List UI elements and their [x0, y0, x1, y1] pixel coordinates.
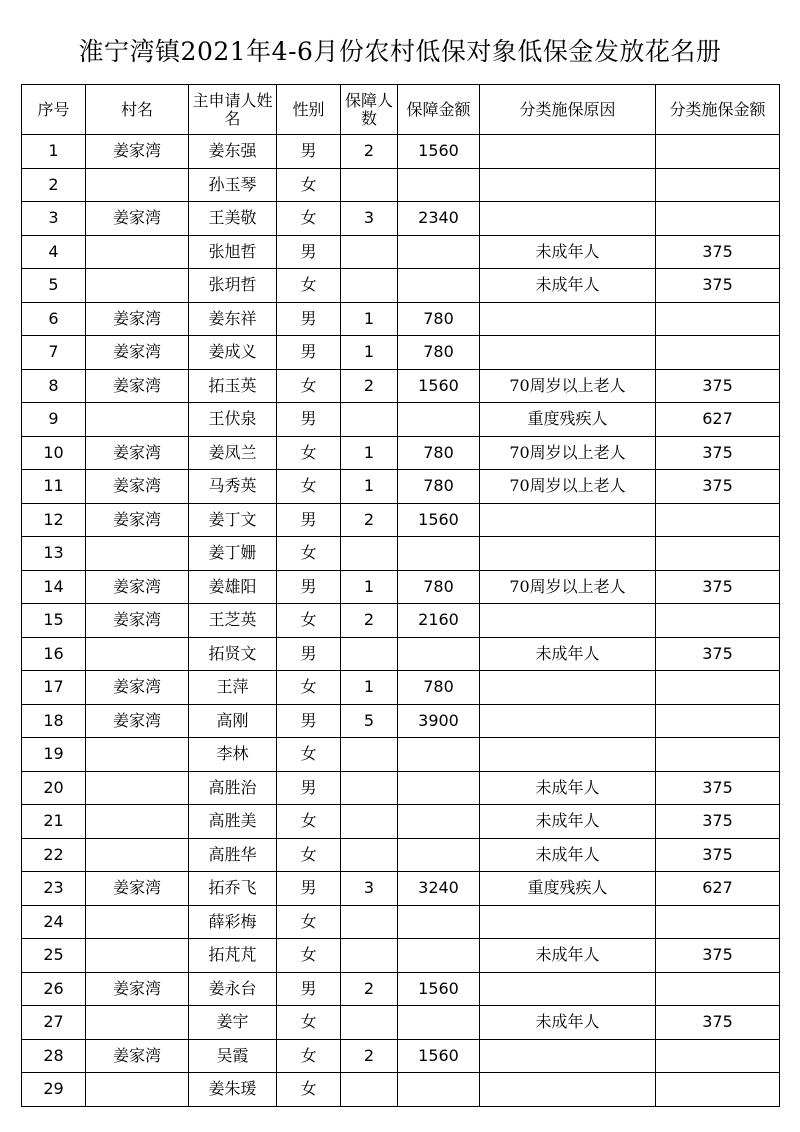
cell-extra-amount: 375 — [656, 269, 780, 303]
col-header-gender: 性别 — [277, 85, 341, 135]
cell-amount: 780 — [398, 671, 480, 705]
cell-extra-amount: 375 — [656, 805, 780, 839]
cell-reason — [480, 135, 656, 169]
table-row — [22, 235, 780, 269]
cell-amount — [398, 235, 480, 269]
cell-extra-amount: 375 — [656, 470, 780, 504]
cell-amount: 1560 — [398, 1039, 480, 1073]
cell-amount — [398, 805, 480, 839]
cell-village: 姜家湾 — [86, 1039, 189, 1073]
cell-gender: 女 — [277, 202, 341, 236]
table-row — [22, 570, 780, 604]
table-row — [22, 202, 780, 236]
table-row — [22, 503, 780, 537]
table-row — [22, 838, 780, 872]
cell-reason: 未成年人 — [480, 235, 656, 269]
cell-amount: 780 — [398, 436, 480, 470]
cell-no: 29 — [22, 1073, 86, 1107]
cell-amount: 2340 — [398, 202, 480, 236]
cell-extra-amount: 375 — [656, 369, 780, 403]
cell-no: 28 — [22, 1039, 86, 1073]
cell-count — [341, 738, 398, 772]
cell-no: 18 — [22, 704, 86, 738]
cell-reason — [480, 1039, 656, 1073]
cell-no: 16 — [22, 637, 86, 671]
cell-gender: 女 — [277, 269, 341, 303]
cell-gender: 女 — [277, 1039, 341, 1073]
cell-reason: 70周岁以上老人 — [480, 436, 656, 470]
cell-name: 高胜华 — [189, 838, 277, 872]
cell-extra-amount: 375 — [656, 939, 780, 973]
cell-village: 姜家湾 — [86, 704, 189, 738]
cell-gender: 男 — [277, 235, 341, 269]
table-row — [22, 738, 780, 772]
cell-reason — [480, 302, 656, 336]
cell-village — [86, 838, 189, 872]
cell-no: 24 — [22, 905, 86, 939]
cell-village: 姜家湾 — [86, 369, 189, 403]
table-row — [22, 537, 780, 571]
cell-name: 孙玉琴 — [189, 168, 277, 202]
cell-no: 20 — [22, 771, 86, 805]
cell-gender: 男 — [277, 135, 341, 169]
cell-no: 4 — [22, 235, 86, 269]
table-row — [22, 905, 780, 939]
cell-gender: 女 — [277, 738, 341, 772]
cell-count — [341, 1006, 398, 1040]
cell-name: 拓玉英 — [189, 369, 277, 403]
cell-count — [341, 1073, 398, 1107]
cell-reason — [480, 537, 656, 571]
table-row — [22, 771, 780, 805]
cell-amount — [398, 168, 480, 202]
col-header-village: 村名 — [86, 85, 189, 135]
cell-gender: 男 — [277, 972, 341, 1006]
cell-name: 姜永台 — [189, 972, 277, 1006]
cell-village — [86, 939, 189, 973]
cell-village — [86, 637, 189, 671]
cell-count: 5 — [341, 704, 398, 738]
cell-name: 拓贤文 — [189, 637, 277, 671]
cell-name: 薛彩梅 — [189, 905, 277, 939]
cell-name: 张玥哲 — [189, 269, 277, 303]
cell-no: 19 — [22, 738, 86, 772]
cell-name: 姜丁姗 — [189, 537, 277, 571]
cell-reason — [480, 1073, 656, 1107]
cell-gender: 女 — [277, 369, 341, 403]
table-row — [22, 1073, 780, 1107]
cell-count — [341, 235, 398, 269]
cell-extra-amount — [656, 1073, 780, 1107]
cell-count — [341, 805, 398, 839]
cell-no: 26 — [22, 972, 86, 1006]
cell-reason: 未成年人 — [480, 838, 656, 872]
cell-name: 姜朱瑗 — [189, 1073, 277, 1107]
cell-name: 吴霞 — [189, 1039, 277, 1073]
cell-extra-amount — [656, 202, 780, 236]
cell-name: 姜凤兰 — [189, 436, 277, 470]
table-row — [22, 872, 780, 906]
cell-amount — [398, 905, 480, 939]
cell-gender: 男 — [277, 704, 341, 738]
cell-gender: 女 — [277, 671, 341, 705]
cell-count: 2 — [341, 135, 398, 169]
cell-name: 姜东祥 — [189, 302, 277, 336]
cell-reason — [480, 168, 656, 202]
cell-extra-amount — [656, 302, 780, 336]
table-row — [22, 302, 780, 336]
cell-no: 27 — [22, 1006, 86, 1040]
cell-village — [86, 771, 189, 805]
cell-village: 姜家湾 — [86, 972, 189, 1006]
cell-gender: 男 — [277, 503, 341, 537]
cell-no: 3 — [22, 202, 86, 236]
cell-count — [341, 168, 398, 202]
cell-name: 姜成义 — [189, 336, 277, 370]
col-header-name: 主申请人姓名 — [189, 85, 277, 135]
cell-no: 22 — [22, 838, 86, 872]
table-row — [22, 436, 780, 470]
cell-no: 23 — [22, 872, 86, 906]
cell-village — [86, 1073, 189, 1107]
cell-gender: 男 — [277, 403, 341, 437]
cell-extra-amount — [656, 1039, 780, 1073]
cell-amount — [398, 771, 480, 805]
cell-count — [341, 403, 398, 437]
table-row — [22, 135, 780, 169]
cell-extra-amount: 627 — [656, 872, 780, 906]
cell-name: 李林 — [189, 738, 277, 772]
cell-reason: 未成年人 — [480, 939, 656, 973]
cell-name: 高胜美 — [189, 805, 277, 839]
cell-reason — [480, 704, 656, 738]
cell-count: 1 — [341, 302, 398, 336]
cell-village: 姜家湾 — [86, 436, 189, 470]
cell-name: 王萍 — [189, 671, 277, 705]
cell-count — [341, 771, 398, 805]
cell-amount — [398, 939, 480, 973]
cell-gender: 女 — [277, 1006, 341, 1040]
cell-count: 1 — [341, 436, 398, 470]
cell-amount — [398, 537, 480, 571]
cell-reason: 未成年人 — [480, 637, 656, 671]
cell-amount: 1560 — [398, 135, 480, 169]
cell-name: 姜东强 — [189, 135, 277, 169]
cell-extra-amount: 375 — [656, 235, 780, 269]
table-row — [22, 972, 780, 1006]
cell-name: 高胜治 — [189, 771, 277, 805]
table-row — [22, 369, 780, 403]
cell-count — [341, 905, 398, 939]
cell-count — [341, 939, 398, 973]
cell-name: 姜丁文 — [189, 503, 277, 537]
cell-reason: 重度残疾人 — [480, 872, 656, 906]
table-row — [22, 403, 780, 437]
cell-reason — [480, 202, 656, 236]
cell-extra-amount — [656, 336, 780, 370]
cell-count — [341, 537, 398, 571]
roster-table — [21, 84, 780, 1107]
cell-village: 姜家湾 — [86, 872, 189, 906]
cell-gender: 女 — [277, 1073, 341, 1107]
cell-amount — [398, 403, 480, 437]
cell-village — [86, 269, 189, 303]
cell-no: 25 — [22, 939, 86, 973]
cell-village: 姜家湾 — [86, 570, 189, 604]
cell-amount: 3240 — [398, 872, 480, 906]
cell-name: 姜雄阳 — [189, 570, 277, 604]
cell-gender: 女 — [277, 168, 341, 202]
cell-extra-amount: 627 — [656, 403, 780, 437]
cell-reason — [480, 972, 656, 1006]
cell-count: 2 — [341, 369, 398, 403]
cell-name: 拓芃芃 — [189, 939, 277, 973]
cell-extra-amount — [656, 537, 780, 571]
cell-no: 1 — [22, 135, 86, 169]
cell-name: 高刚 — [189, 704, 277, 738]
cell-no: 7 — [22, 336, 86, 370]
cell-name: 王美敬 — [189, 202, 277, 236]
cell-village: 姜家湾 — [86, 202, 189, 236]
cell-amount — [398, 1073, 480, 1107]
cell-reason — [480, 503, 656, 537]
cell-reason — [480, 336, 656, 370]
cell-village: 姜家湾 — [86, 135, 189, 169]
cell-no: 2 — [22, 168, 86, 202]
cell-count: 2 — [341, 503, 398, 537]
cell-village — [86, 805, 189, 839]
cell-village — [86, 738, 189, 772]
table-row — [22, 168, 780, 202]
cell-count: 1 — [341, 336, 398, 370]
cell-reason — [480, 671, 656, 705]
cell-amount — [398, 838, 480, 872]
cell-amount: 1560 — [398, 972, 480, 1006]
header-row — [22, 85, 780, 135]
cell-gender: 女 — [277, 905, 341, 939]
cell-count: 1 — [341, 570, 398, 604]
cell-count: 1 — [341, 671, 398, 705]
cell-village: 姜家湾 — [86, 336, 189, 370]
cell-amount — [398, 269, 480, 303]
cell-gender: 男 — [277, 872, 341, 906]
cell-extra-amount: 375 — [656, 1006, 780, 1040]
cell-extra-amount: 375 — [656, 436, 780, 470]
cell-count: 3 — [341, 202, 398, 236]
cell-village: 姜家湾 — [86, 470, 189, 504]
col-header-no: 序号 — [22, 85, 86, 135]
cell-village — [86, 537, 189, 571]
cell-amount — [398, 738, 480, 772]
col-header-amount: 保障金额 — [398, 85, 480, 135]
cell-reason: 未成年人 — [480, 1006, 656, 1040]
cell-reason: 70周岁以上老人 — [480, 369, 656, 403]
cell-reason: 未成年人 — [480, 269, 656, 303]
cell-amount: 780 — [398, 302, 480, 336]
cell-extra-amount — [656, 135, 780, 169]
cell-amount — [398, 637, 480, 671]
cell-gender: 女 — [277, 939, 341, 973]
cell-amount — [398, 1006, 480, 1040]
cell-gender: 男 — [277, 302, 341, 336]
cell-count — [341, 269, 398, 303]
page-title: 淮宁湾镇2021年4-6月份农村低保对象低保金发放花名册 — [78, 37, 722, 66]
cell-amount: 780 — [398, 336, 480, 370]
cell-extra-amount — [656, 671, 780, 705]
table-row — [22, 671, 780, 705]
table-row — [22, 939, 780, 973]
cell-reason — [480, 738, 656, 772]
cell-reason: 70周岁以上老人 — [480, 570, 656, 604]
cell-gender: 女 — [277, 436, 341, 470]
cell-extra-amount: 375 — [656, 637, 780, 671]
cell-extra-amount — [656, 168, 780, 202]
table-row — [22, 704, 780, 738]
cell-amount: 3900 — [398, 704, 480, 738]
cell-no: 14 — [22, 570, 86, 604]
cell-gender: 女 — [277, 838, 341, 872]
table-row — [22, 336, 780, 370]
cell-village: 姜家湾 — [86, 604, 189, 638]
table-row — [22, 470, 780, 504]
cell-gender: 女 — [277, 537, 341, 571]
cell-village — [86, 235, 189, 269]
cell-count: 3 — [341, 872, 398, 906]
cell-count — [341, 637, 398, 671]
cell-amount: 780 — [398, 470, 480, 504]
cell-extra-amount: 375 — [656, 570, 780, 604]
cell-amount: 2160 — [398, 604, 480, 638]
cell-gender: 女 — [277, 805, 341, 839]
cell-gender: 女 — [277, 470, 341, 504]
cell-extra-amount — [656, 972, 780, 1006]
cell-no: 8 — [22, 369, 86, 403]
cell-count — [341, 838, 398, 872]
cell-no: 11 — [22, 470, 86, 504]
cell-extra-amount — [656, 738, 780, 772]
table-row — [22, 805, 780, 839]
cell-name: 王芝英 — [189, 604, 277, 638]
cell-village — [86, 403, 189, 437]
col-header-extra-amount: 分类施保金额 — [656, 85, 780, 135]
cell-extra-amount — [656, 704, 780, 738]
cell-name: 姜宇 — [189, 1006, 277, 1040]
table-row — [22, 1006, 780, 1040]
cell-name: 马秀英 — [189, 470, 277, 504]
cell-reason — [480, 604, 656, 638]
col-header-reason: 分类施保原因 — [480, 85, 656, 135]
cell-no: 6 — [22, 302, 86, 336]
cell-village — [86, 905, 189, 939]
cell-reason — [480, 905, 656, 939]
cell-village — [86, 1006, 189, 1040]
cell-name: 王伏泉 — [189, 403, 277, 437]
cell-count: 2 — [341, 604, 398, 638]
cell-no: 17 — [22, 671, 86, 705]
cell-extra-amount: 375 — [656, 771, 780, 805]
cell-reason: 重度残疾人 — [480, 403, 656, 437]
table-row — [22, 1039, 780, 1073]
cell-gender: 男 — [277, 771, 341, 805]
cell-reason: 70周岁以上老人 — [480, 470, 656, 504]
cell-no: 15 — [22, 604, 86, 638]
cell-reason: 未成年人 — [480, 771, 656, 805]
cell-count: 1 — [341, 470, 398, 504]
cell-no: 21 — [22, 805, 86, 839]
cell-extra-amount: 375 — [656, 838, 780, 872]
cell-count: 2 — [341, 972, 398, 1006]
table-row — [22, 604, 780, 638]
cell-amount: 1560 — [398, 369, 480, 403]
cell-reason: 未成年人 — [480, 805, 656, 839]
cell-count: 2 — [341, 1039, 398, 1073]
cell-village: 姜家湾 — [86, 671, 189, 705]
cell-village — [86, 168, 189, 202]
cell-no: 10 — [22, 436, 86, 470]
cell-amount: 1560 — [398, 503, 480, 537]
cell-no: 12 — [22, 503, 86, 537]
cell-village: 姜家湾 — [86, 503, 189, 537]
cell-no: 13 — [22, 537, 86, 571]
cell-gender: 男 — [277, 336, 341, 370]
cell-extra-amount — [656, 905, 780, 939]
cell-gender: 女 — [277, 604, 341, 638]
cell-name: 张旭哲 — [189, 235, 277, 269]
cell-gender: 男 — [277, 637, 341, 671]
cell-village: 姜家湾 — [86, 302, 189, 336]
table-row — [22, 637, 780, 671]
table-row — [22, 269, 780, 303]
cell-gender: 男 — [277, 570, 341, 604]
table-body — [22, 135, 780, 1107]
cell-extra-amount — [656, 503, 780, 537]
cell-amount: 780 — [398, 570, 480, 604]
cell-name: 拓乔飞 — [189, 872, 277, 906]
cell-no: 9 — [22, 403, 86, 437]
cell-extra-amount — [656, 604, 780, 638]
cell-no: 5 — [22, 269, 86, 303]
col-header-count: 保障人数 — [341, 85, 398, 135]
